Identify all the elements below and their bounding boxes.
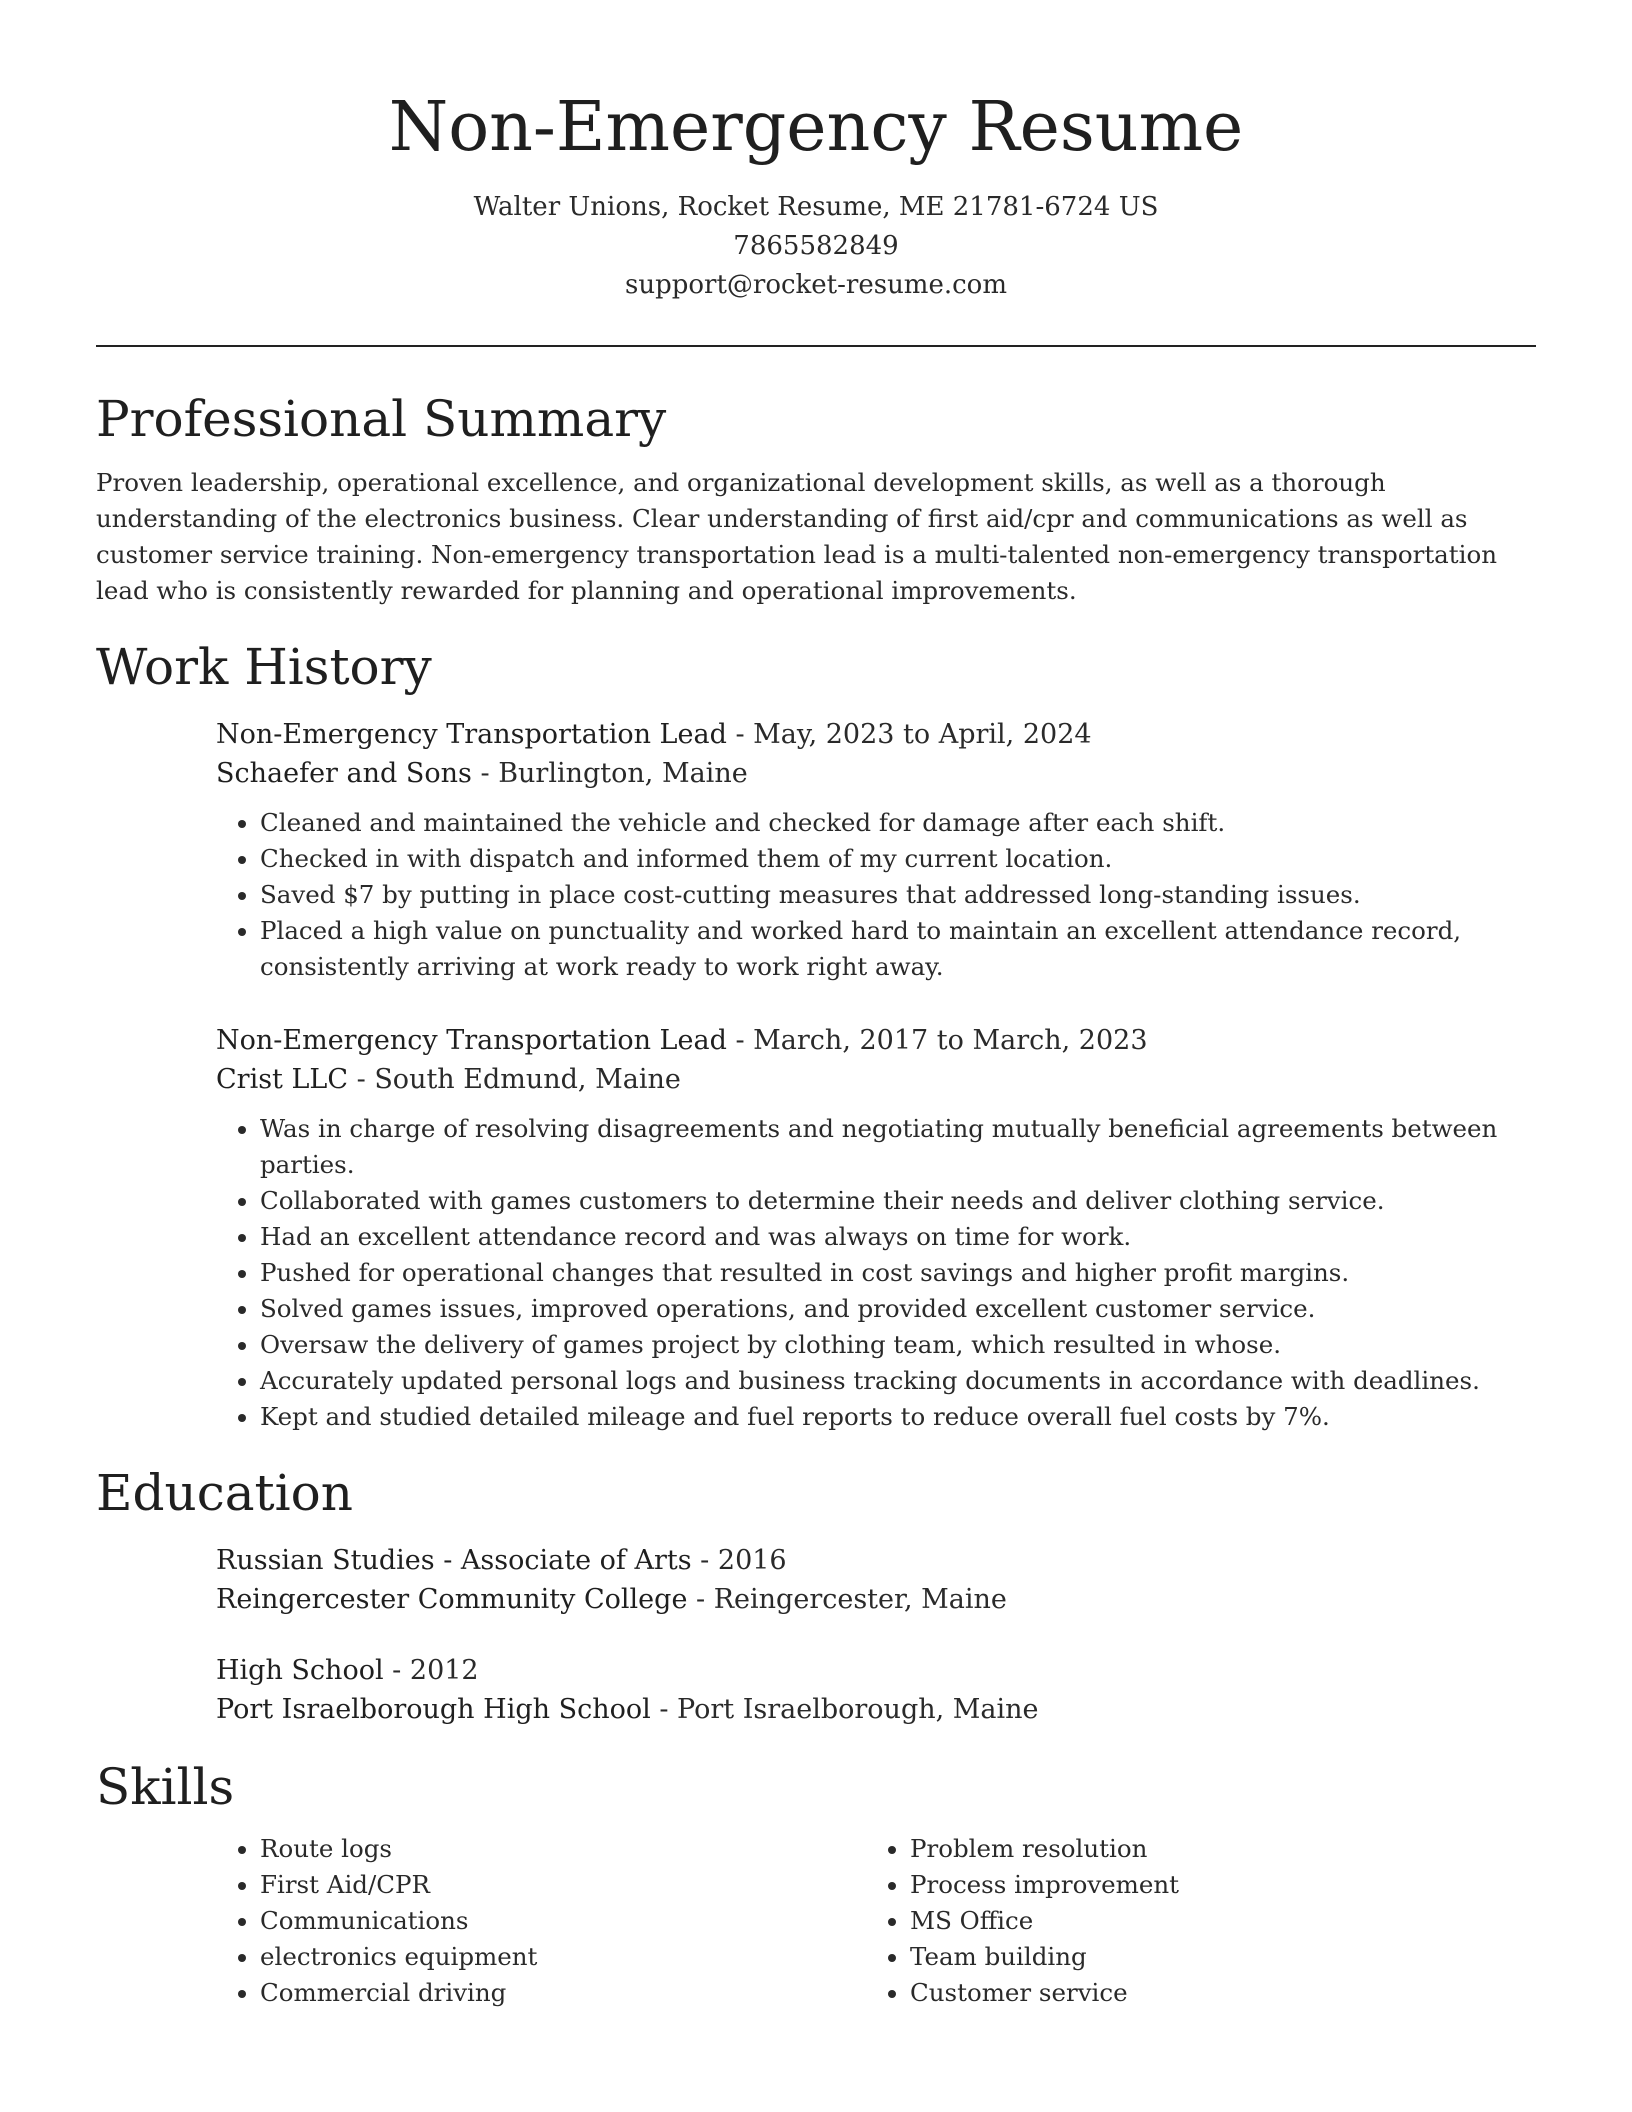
work-title: Work History xyxy=(96,638,432,696)
job-role: Non-Emergency Transportation Lead xyxy=(216,719,727,750)
job-bullet: • Cleaned and maintained the vehicle and checked for damage after each shift. xyxy=(260,805,1536,841)
contact-address: Walter Unions, Rocket Resume, ME 21781-6724 US xyxy=(473,192,1159,222)
skills-grid xyxy=(216,1831,1536,2011)
summary-section xyxy=(96,387,1536,609)
summary-title: Professional Summary xyxy=(96,390,667,448)
skills-list xyxy=(866,1831,1516,2011)
resume-name: Non-Emergency Resume xyxy=(388,88,1244,167)
contact-email: support@rocket-resume.com xyxy=(624,270,1007,300)
skills-section xyxy=(96,1755,1536,2011)
skill-item: • Team building xyxy=(910,1939,1516,1975)
job-bullet: • Collaborated with games customers to determine their needs and deliver clothing service. xyxy=(260,1183,1536,1219)
education-location: Port Israelborough, Maine xyxy=(677,1694,1039,1725)
skills-column-left xyxy=(216,1831,866,2011)
education-degree: High School xyxy=(216,1655,384,1686)
job-dates: May, 2023 to April, 2024 xyxy=(753,719,1092,750)
education-year: 2016 xyxy=(717,1545,787,1576)
work-section xyxy=(96,635,1536,1435)
job-bullets xyxy=(216,1111,1536,1435)
job-bullet: • Was in charge of resolving disagreements and negotiating mutually beneficial agreements between parties. xyxy=(260,1111,1536,1183)
job-bullet: • Saved $7 by putting in place cost-cutting measures that addressed long-standing issues. xyxy=(260,877,1536,913)
job-entry xyxy=(216,715,1536,985)
job-company-line: Schaefer and Sons - Burlington, Maine xyxy=(216,758,748,789)
education-location: Reingercester, Maine xyxy=(713,1584,1007,1615)
education-entry xyxy=(216,1541,1536,1619)
education-section xyxy=(96,1461,1536,1729)
education-entry xyxy=(216,1651,1536,1729)
job-bullet: • Solved games issues, improved operations, and provided excellent customer service. xyxy=(260,1291,1536,1327)
job-bullet: • Accurately updated personal logs and business tracking documents in accordance with deadlines. xyxy=(260,1363,1536,1399)
job-bullet: • Kept and studied detailed mileage and fuel reports to reduce overall fuel costs by 7%. xyxy=(260,1399,1536,1435)
education-school: Reingercester Community College xyxy=(216,1584,688,1615)
education-degree-line: Russian Studies - Associate of Arts - 2016 xyxy=(216,1545,787,1576)
skill-item: • Problem resolution xyxy=(910,1831,1516,1867)
header-divider xyxy=(96,345,1536,347)
job-bullet: • Oversaw the delivery of games project by clothing team, which resulted in whose. xyxy=(260,1327,1536,1363)
job-company: Schaefer and Sons xyxy=(216,758,472,789)
job-location: South Edmund, Maine xyxy=(374,1064,681,1095)
skill-item: • First Aid/CPR xyxy=(260,1867,866,1903)
skill-item: • Customer service xyxy=(910,1975,1516,2011)
job-title-line: Non-Emergency Transportation Lead - May, 2023 to April, 2024 xyxy=(216,719,1092,750)
job-title-line: Non-Emergency Transportation Lead - March, 2017 to March, 2023 xyxy=(216,1025,1148,1056)
resume-header xyxy=(96,0,1536,305)
education-year: 2012 xyxy=(409,1655,479,1686)
job-company: Crist LLC xyxy=(216,1064,349,1095)
education-school-line: Reingercester Community College - Reingercester, Maine xyxy=(216,1584,1007,1615)
skill-item: • MS Office xyxy=(910,1903,1516,1939)
skill-item: • Communications xyxy=(260,1903,866,1939)
job-bullet: • Pushed for operational changes that resulted in cost savings and higher profit margins. xyxy=(260,1255,1536,1291)
summary-text: Proven leadership, operational excellence, and organizational development skills, as well as a thorough understanding of the electronics business. Clear understanding of first aid/cpr and communications as well as customer service training. Non-emergency transportation lead is a multi-talented non-emergency transportation lead who is consistently rewarded for planning and operational improvements. xyxy=(96,468,1497,605)
job-entry xyxy=(216,1021,1536,1435)
job-bullet: • Had an excellent attendance record and was always on time for work. xyxy=(260,1219,1536,1255)
job-bullet: • Placed a high value on punctuality and worked hard to maintain an excellent attendance record, consistently arriving at work ready to work right away. xyxy=(260,913,1536,985)
contact-phone: 7865582849 xyxy=(733,231,899,261)
skill-item: • Commercial driving xyxy=(260,1975,866,2011)
job-role: Non-Emergency Transportation Lead xyxy=(216,1025,727,1056)
job-bullet: • Checked in with dispatch and informed them of my current location. xyxy=(260,841,1536,877)
education-degree-line: High School - 2012 xyxy=(216,1655,479,1686)
skill-item: • Route logs xyxy=(260,1831,866,1867)
contact-block xyxy=(96,188,1536,305)
education-degree: Russian Studies - Associate of Arts xyxy=(216,1545,692,1576)
job-dates: March, 2017 to March, 2023 xyxy=(753,1025,1148,1056)
skills-title: Skills xyxy=(96,1758,235,1816)
skills-list xyxy=(216,1831,866,2011)
resume-page xyxy=(96,0,1536,2011)
education-school: Port Israelborough High School xyxy=(216,1694,651,1725)
education-school-line: Port Israelborough High School - Port Israelborough, Maine xyxy=(216,1694,1039,1725)
skills-column-right xyxy=(866,1831,1516,2011)
job-bullets xyxy=(216,805,1536,985)
job-location: Burlington, Maine xyxy=(498,758,748,789)
skill-item: • electronics equipment xyxy=(260,1939,866,1975)
education-title: Education xyxy=(96,1464,353,1522)
skill-item: • Process improvement xyxy=(910,1867,1516,1903)
job-company-line: Crist LLC - South Edmund, Maine xyxy=(216,1064,681,1095)
